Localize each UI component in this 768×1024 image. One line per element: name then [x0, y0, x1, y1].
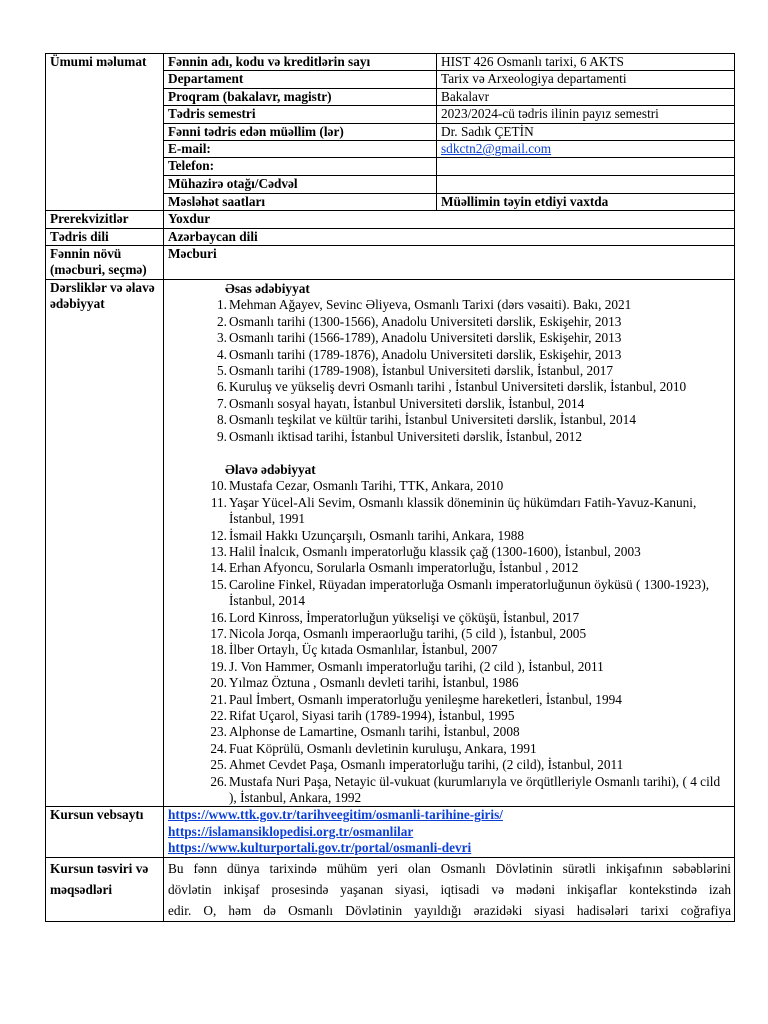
- info-value: [437, 123, 735, 140]
- spacer: [168, 445, 731, 461]
- info-value-text: Müəllimin təyin etdiyi vaxtda: [441, 193, 609, 209]
- reference-item: [210, 576, 731, 610]
- info-key: Fənni tədris edən müəllim (lər): [164, 123, 437, 140]
- language-value: Azərbaycan dili: [164, 228, 735, 245]
- info-value-text: 2023/2024-cü tədris ilinin payız semestri: [441, 106, 659, 122]
- reference-text: Osmanlı tarihi (1300-1566), Anadolu Universiteti dərslik, Eskişehir, 2013: [229, 313, 622, 329]
- reference-number: 16.: [210, 609, 227, 625]
- reference-text: Caroline Finkel, Rüyadan imperatorluğa Osmanlı imperatorluğunun öyküsü ( 1300-1923), İstanbul, 2014: [229, 576, 710, 609]
- reference-item: [210, 740, 731, 757]
- reference-item: [210, 626, 731, 642]
- website-link-line: [168, 840, 731, 856]
- reference-text: Osmanlı tarihi (1566-1789), Anadolu Universiteti dərslik, Eskişehir, 2013: [229, 330, 622, 346]
- reference-number: 2.: [217, 313, 227, 329]
- reference-item: [210, 527, 731, 544]
- description-text: [164, 857, 735, 921]
- reference-item: [210, 757, 731, 773]
- reference-number: 8.: [217, 412, 227, 428]
- reference-text: Kuruluş ve yükseliş devri Osmanlı tarihi , İstanbul Universiteti dərslik, İstanbul, 2010: [229, 379, 687, 395]
- reference-number: 15.: [210, 576, 227, 592]
- reference-number: 18.: [210, 642, 227, 658]
- main-literature-title: Əsas ədəbiyyat: [225, 280, 310, 296]
- prerequisites-value: Yoxdur: [164, 211, 735, 228]
- reference-item: [215, 363, 731, 379]
- prerequisites-row: [46, 211, 735, 228]
- reference-number: 21.: [210, 691, 227, 707]
- reference-item: [210, 675, 731, 691]
- reference-item: [210, 658, 731, 675]
- info-key: Mühazirə otağı/Cədvəl: [164, 176, 437, 193]
- reference-number: 20.: [210, 675, 227, 691]
- reference-text: Osmanlı teşkilat ve kültür tarihi, İstanbul Universiteti dərslik, İstanbul, 2014: [229, 412, 636, 428]
- reference-text: Fuat Köprülü, Osmanlı devletinin kuruluşu, Ankara, 1991: [229, 740, 537, 756]
- reference-item: [210, 642, 731, 658]
- extra-literature-title: Əlavə ədəbiyyat: [225, 461, 316, 477]
- reference-item: [215, 429, 731, 445]
- reference-text: Yılmaz Öztuna , Osmanlı devleti tarihi, İstanbul, 1986: [229, 675, 519, 691]
- reference-item: [215, 347, 731, 363]
- reference-item: [210, 494, 731, 528]
- reference-number: 11.: [210, 494, 227, 510]
- info-value-text: Tarix və Arxeologiya departamenti: [441, 71, 627, 87]
- reference-number: 23.: [210, 724, 227, 740]
- info-value: [437, 158, 735, 176]
- reference-text: Nicola Jorqa, Osmanlı imperaorluğu tarihi, (5 cild ), İstanbul, 2005: [229, 626, 587, 641]
- info-value: [437, 54, 735, 71]
- info-key: Proqram (bakalavr, magistr): [164, 88, 437, 105]
- reference-item: [215, 314, 731, 330]
- reference-text: Osmanlı tarihi (1789-1908), İstanbul Universiteti dərslik, İstanbul, 2017: [229, 362, 614, 378]
- reference-number: 24.: [210, 740, 227, 756]
- language-row: [46, 228, 735, 245]
- reference-text: Osmanlı sosyal hayatı, İstanbul Universiteti dərslik, İstanbul, 2014: [229, 395, 585, 411]
- reference-item: [210, 543, 731, 560]
- reference-text: Osmanlı tarihi (1789-1876), Anadolu Universiteti dərslik, Eskişehir, 2013: [229, 346, 622, 362]
- literature-row: [46, 279, 735, 807]
- info-value: [437, 193, 735, 210]
- reference-text: İsmail Hakkı Uzunçarşılı, Osmanlı tarihi, Ankara, 1988: [229, 527, 525, 543]
- extra-literature-list: [168, 478, 731, 806]
- course-type-row: [46, 246, 735, 280]
- reference-item: [215, 297, 731, 313]
- reference-number: 6.: [217, 379, 227, 395]
- reference-text: Alphonse de Lamartine, Osmanlı tarihi, İstanbul, 2008: [229, 724, 520, 740]
- reference-text: Yaşar Yücel-Ali Sevim, Osmanlı klassik döneminin üç hükümdarı Fatih-Yavuz-Kanuni, İstanbul, 1991: [229, 494, 697, 527]
- reference-text: Erhan Afyoncu, Sorularla Osmanlı imperatorluğu, İstanbul , 2012: [229, 560, 579, 576]
- info-value-text: Dr. Sadık ÇETİN: [441, 123, 534, 139]
- description-line: Bu fənn dünya tarixində mühüm yeri olan Osmanlı Dövlətinin sürətli inkişafının səbəblərini: [168, 860, 731, 876]
- reference-number: 26.: [210, 773, 227, 789]
- info-value: [437, 106, 735, 123]
- description-line: dövlətin inkişaf prosesində yaşanan siyasi, iqtisadi və mədəni inkişaflar kontekstində izah: [168, 881, 731, 897]
- reference-text: Osmanlı iktisad tarihi, İstanbul Universiteti dərslik, İstanbul, 2012: [229, 428, 583, 444]
- website-label: Kursun vebsaytı: [46, 807, 164, 857]
- info-value: [437, 176, 735, 193]
- info-key: Tədris semestri: [164, 106, 437, 123]
- reference-number: 9.: [217, 428, 227, 444]
- reference-number: 7.: [217, 395, 227, 411]
- section-label-general: Ümumi məlumat: [46, 54, 164, 211]
- literature-content: [164, 279, 735, 807]
- description-line: edir. O, həm də Osmanlı Dövlətinin yayıldığı ərazidəki siyasi hadisələri tarixi coğrafiya: [168, 902, 731, 918]
- reference-item: [210, 609, 731, 626]
- website-link[interactable]: https://islamansiklopedisi.org.tr/osmanlilar: [168, 823, 414, 839]
- reference-number: 25.: [210, 757, 227, 773]
- info-key: Məsləhət saatları: [164, 193, 437, 210]
- course-type-label: Fənnin növü (məcburi, seçmə): [46, 246, 164, 280]
- reference-item: [210, 724, 731, 740]
- reference-item: [210, 478, 731, 494]
- prerequisites-label: Prerekvizitlər: [46, 211, 164, 228]
- reference-text: Ahmet Cevdet Paşa, Osmanlı imperatorluğu tarihi, (2 cild), İstanbul, 2011: [229, 757, 624, 773]
- info-value: [437, 71, 735, 88]
- description-row: [46, 857, 735, 921]
- reference-item: [215, 379, 731, 395]
- reference-text: Halil İnalcık, Osmanlı imperatorluğu klassik çağ (1300-1600), İstanbul, 2003: [229, 543, 641, 559]
- reference-text: J. Von Hammer, Osmanlı imperatorluğu tarihi, (2 cild ), İstanbul, 2011: [229, 658, 604, 674]
- reference-number: 3.: [217, 330, 227, 346]
- website-link[interactable]: https://www.kulturportali.gov.tr/portal/osmanli-devri: [168, 840, 472, 856]
- info-value-text: Bakalavr: [441, 88, 489, 104]
- reference-item: [215, 330, 731, 346]
- reference-number: 1.: [217, 297, 227, 313]
- reference-text: Paul İmbert, Osmanlı imperatorluğu yenileşme hareketleri, İstanbul, 1994: [229, 691, 622, 707]
- info-value-text: HIST 426 Osmanlı tarixi, 6 AKTS: [441, 54, 624, 69]
- main-literature-list: [168, 297, 731, 445]
- info-key: Departament: [164, 71, 437, 88]
- info-row: [46, 54, 735, 71]
- reference-number: 14.: [210, 560, 227, 576]
- reference-item: [215, 412, 731, 428]
- reference-number: 17.: [210, 626, 227, 641]
- reference-item: [210, 560, 731, 576]
- reference-text: Rifat Uçarol, Siyasi tarih (1789-1994), İstanbul, 1995: [229, 708, 515, 724]
- website-link-line: [168, 807, 731, 823]
- syllabus-table: [45, 53, 735, 922]
- reference-number: 13.: [210, 543, 227, 559]
- reference-number: 22.: [210, 708, 227, 724]
- reference-number: 12.: [210, 527, 227, 543]
- info-key: Fənnin adı, kodu və kreditlərin sayı: [164, 54, 437, 71]
- reference-item: [210, 691, 731, 708]
- description-label: Kursun təsviri və məqsədləri: [46, 857, 164, 921]
- reference-text: Mehman Ağayev, Sevinc Əliyeva, Osmanlı Tarixi (dərs vəsaiti). Bakı, 2021: [229, 297, 632, 313]
- website-link[interactable]: https://www.ttk.gov.tr/tarihveegitim/osmanli-tarihine-giris/: [168, 807, 503, 823]
- reference-text: Mustafa Cezar, Osmanlı Tarihi, TTK, Ankara, 2010: [229, 478, 504, 494]
- info-value: [437, 88, 735, 105]
- reference-item: [215, 396, 731, 412]
- website-link-line: [168, 824, 731, 840]
- info-value: [437, 141, 735, 158]
- language-label: Tədris dili: [46, 228, 164, 245]
- literature-label: Dərsliklər və əlavə ədəbiyyat: [46, 279, 164, 807]
- reference-number: 19.: [210, 658, 227, 674]
- email-link[interactable]: sdkctn2@gmail.com: [441, 141, 552, 157]
- reference-number: 10.: [210, 478, 227, 494]
- info-key: E-mail:: [164, 141, 437, 158]
- website-links: [164, 807, 735, 857]
- reference-item: [210, 708, 731, 724]
- website-row: [46, 807, 735, 857]
- reference-number: 4.: [217, 346, 227, 362]
- course-type-value: Məcburi: [164, 246, 735, 280]
- reference-text: Mustafa Nuri Paşa, Netayic ül-vukuat (kurumlarıyla ve örqütlleriyle Osmanlı tarihi), ( 4 cild ), İstanbul, Ankara, 1992: [229, 773, 721, 806]
- reference-item: [210, 773, 731, 807]
- reference-number: 5.: [217, 362, 227, 378]
- info-key: Telefon:: [164, 158, 437, 176]
- reference-text: Lord Kinross, İmperatorluğun yükselişi ve çöküşü, İstanbul, 2017: [229, 609, 580, 625]
- reference-text: İlber Ortaylı, Üç kıtada Osmanlılar, İstanbul, 2007: [229, 642, 498, 658]
